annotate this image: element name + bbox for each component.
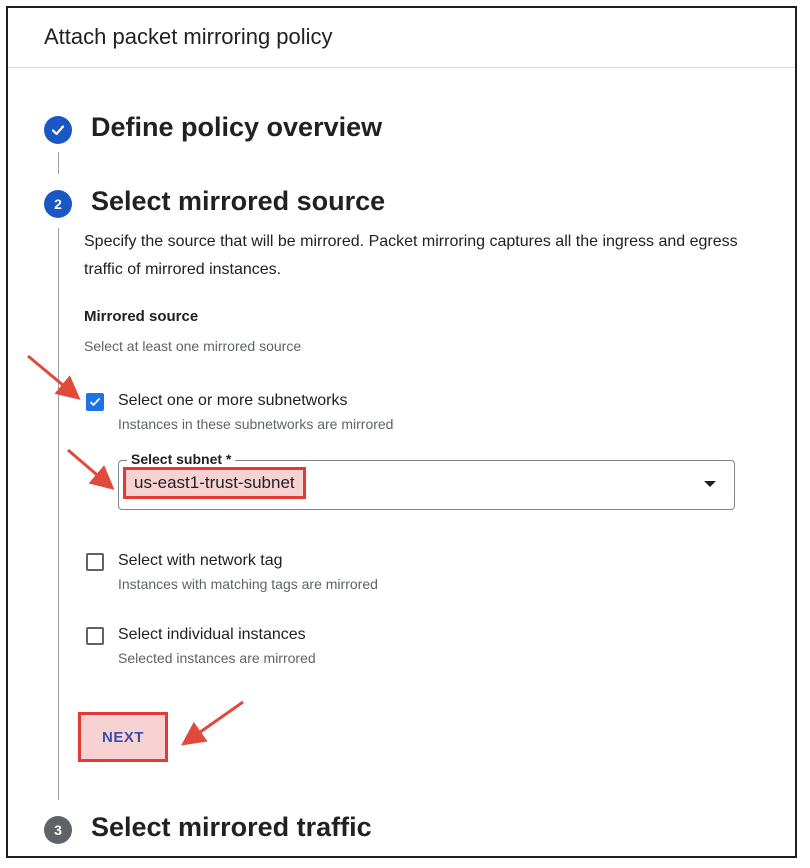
- select-subnet-dropdown[interactable]: [118, 451, 735, 510]
- step-1-title[interactable]: Define policy overview: [91, 112, 383, 142]
- mirrored-source-description: Specify the source that will be mirrored. Packet mirroring captures all the ingress and egress traffic of mirrored instances.: [84, 233, 738, 278]
- mirrored-source-label: Mirrored source: [84, 308, 199, 325]
- subnetworks-sub: Instances in these subnetworks are mirrored: [118, 416, 394, 432]
- network-tag-label: Select with network tag: [118, 552, 283, 569]
- step-3-number-icon: 3: [44, 816, 72, 844]
- panel-title: Attach packet mirroring policy: [44, 24, 333, 49]
- network-tag-sub: Instances with matching tags are mirrored: [118, 576, 378, 592]
- panel-header: [8, 8, 795, 68]
- step-2-number-icon: 2: [44, 190, 72, 218]
- step-connector: [58, 228, 59, 800]
- individual-instances-label: Select individual instances: [118, 626, 306, 643]
- select-subnet-value: us-east1-trust-subnet: [123, 467, 306, 499]
- subnetworks-label: Select one or more subnetworks: [118, 392, 348, 409]
- step-3-title[interactable]: Select mirrored traffic: [91, 812, 372, 842]
- step-complete-check-icon: [44, 116, 72, 144]
- step-2-title: Select mirrored source: [91, 186, 386, 216]
- mirrored-source-help: Select at least one mirrored source: [84, 338, 302, 354]
- select-subnet-label: Select subnet *: [127, 451, 235, 467]
- step-connector: [58, 152, 59, 174]
- dropdown-caret-icon[interactable]: [704, 481, 716, 487]
- next-button[interactable]: NEXT: [78, 712, 168, 762]
- individual-instances-checkbox[interactable]: [86, 627, 104, 645]
- network-tag-checkbox[interactable]: [86, 553, 104, 571]
- individual-instances-sub: Selected instances are mirrored: [118, 650, 316, 666]
- subnetworks-checkbox[interactable]: [86, 393, 104, 411]
